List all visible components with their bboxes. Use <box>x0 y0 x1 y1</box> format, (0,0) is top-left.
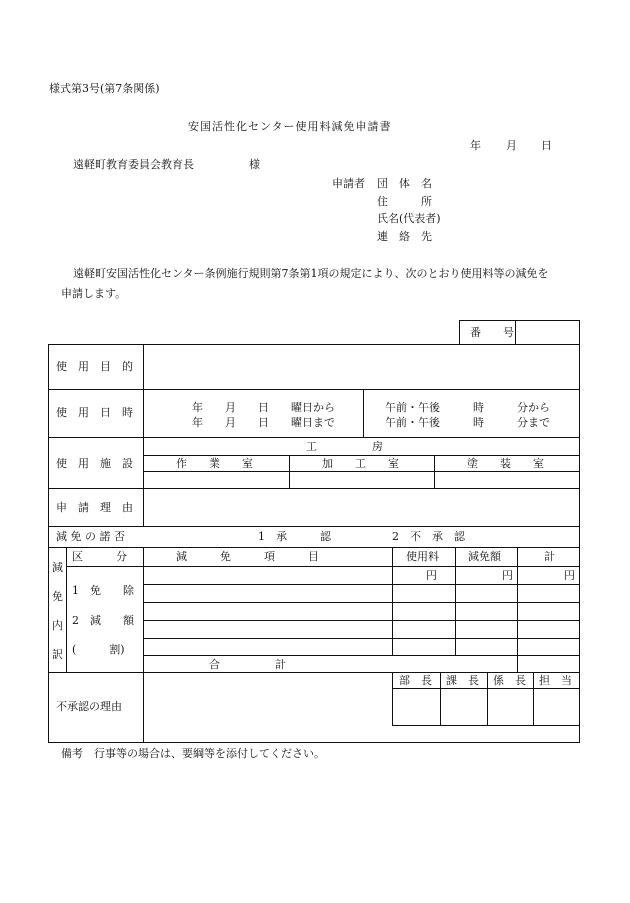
breakdown-char-3: 内 <box>52 619 63 632</box>
applicant-group-name: 団 体 名 <box>377 177 432 190</box>
approval-label: 減 免 の 諾 否 <box>56 530 125 543</box>
room-paint: 塗 装 室 <box>467 457 544 470</box>
room-work: 作 業 室 <box>176 457 253 470</box>
applicant-label: 申請者 <box>332 177 365 190</box>
addressee-honorific: 様 <box>249 158 260 171</box>
col-category: 区 分 <box>72 550 127 563</box>
stamp-label-tanto: 担 当 <box>539 674 572 687</box>
rejection-label: 不承認の理由 <box>56 700 122 713</box>
breakdown-char-2: 免 <box>52 590 63 603</box>
date-day: 日 <box>541 139 552 152</box>
form-title: 安国活性化センター使用料減免申請書 <box>188 120 392 133</box>
category-exempt: 1 免 除 <box>72 584 134 597</box>
yen-unit-reduction: 円 <box>502 569 513 582</box>
time-from: 午前・午後 時 分から <box>385 401 550 414</box>
footer-note: 備考 行事等の場合は、要綱等を添付してください。 <box>61 747 325 760</box>
date-to: 年 月 日 曜日まで <box>192 416 335 429</box>
yen-unit-total: 円 <box>564 569 575 582</box>
datetime-label: 使 用 日 時 <box>56 406 133 419</box>
col-total: 計 <box>544 550 555 563</box>
date-from: 年 月 日 曜日から <box>192 401 335 414</box>
room-process: 加 工 室 <box>322 457 399 470</box>
addressee: 遠軽町教育委員会教育長 <box>73 158 194 171</box>
stamp-label-kacho: 課 長 <box>446 674 479 687</box>
yen-unit-fee: 円 <box>426 569 437 582</box>
col-item: 減 免 項 目 <box>176 550 319 563</box>
body-text-line1: 遠軽町安国活性化センター条例施行規則第7条第1項の規定により、次のとおり使用料等の減免を <box>73 267 549 280</box>
number-label: 番 号 <box>470 326 514 339</box>
sum-label: 合 計 <box>209 658 286 671</box>
breakdown-char-1: 減 <box>52 561 63 574</box>
body-text-line2: 申請します。 <box>61 287 127 300</box>
date-month: 月 <box>506 139 517 152</box>
date-year: 年 <box>470 139 481 152</box>
approve-option: 1 承 認 <box>258 530 331 543</box>
applicant-contact: 連 絡 先 <box>377 230 432 243</box>
form-number: 様式第3号(第7条関係) <box>49 82 160 95</box>
time-to: 午前・午後 時 分まで <box>385 416 550 429</box>
stamp-label-bucho: 部 長 <box>399 674 432 687</box>
col-fee: 使用料 <box>406 550 439 563</box>
stamp-label-kakaricho: 係 長 <box>493 674 526 687</box>
category-ratio: ( 割) <box>72 643 125 656</box>
breakdown-char-4: 訳 <box>52 648 63 661</box>
category-reduce: 2 減 額 <box>72 614 134 627</box>
facility-group: 工 房 <box>306 440 383 453</box>
purpose-label: 使 用 目 的 <box>56 360 133 373</box>
applicant-representative: 氏名(代表者) <box>377 212 441 225</box>
facility-label: 使 用 施 設 <box>56 457 133 470</box>
reason-label: 申 請 理 由 <box>56 501 133 514</box>
reject-option: 2 不 承 認 <box>392 530 465 543</box>
applicant-address: 住 所 <box>377 195 432 208</box>
col-reduction: 減免額 <box>468 550 501 563</box>
